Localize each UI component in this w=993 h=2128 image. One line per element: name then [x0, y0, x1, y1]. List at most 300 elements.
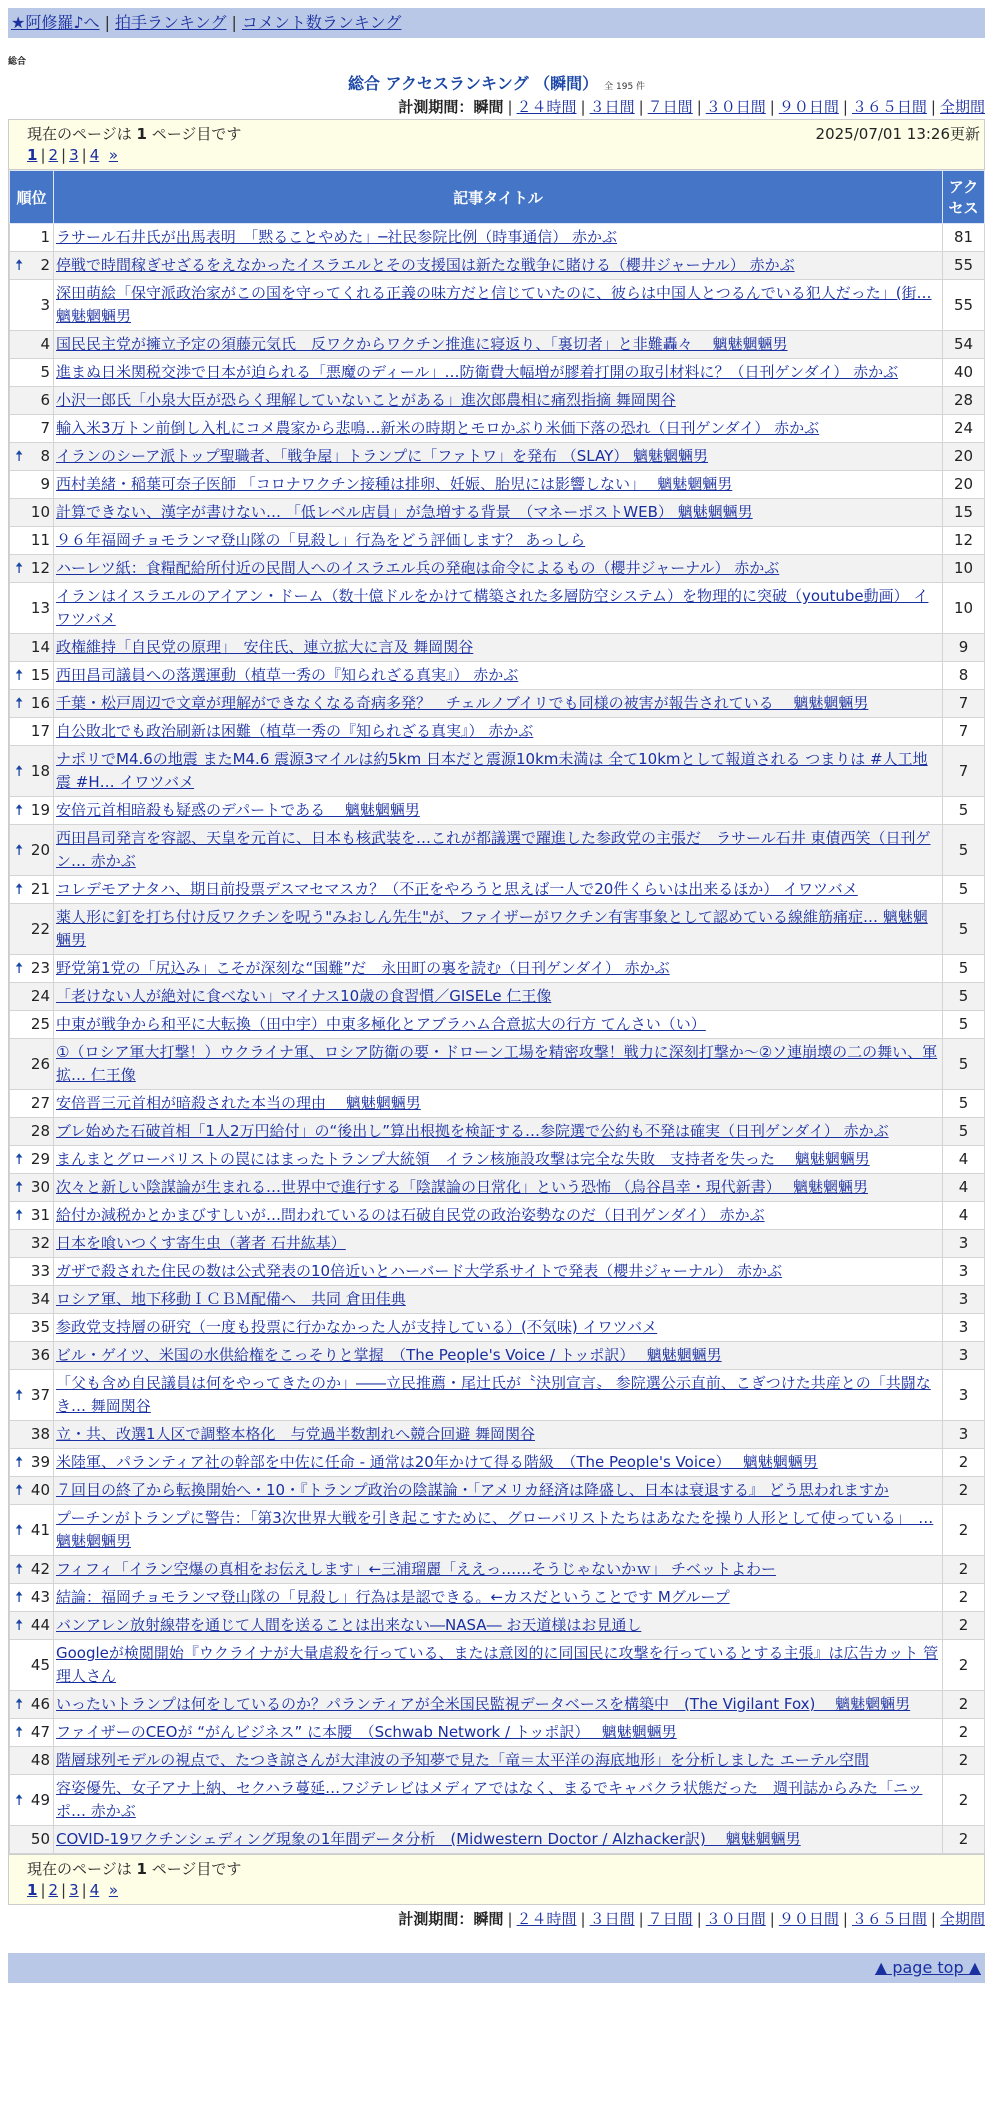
- table-row: [10, 224, 985, 252]
- article-title-link[interactable]: 安倍元首相暗殺も疑惑のデパートである 魑魅魍魎男: [56, 801, 420, 819]
- rank-cell: [10, 797, 54, 825]
- table-row: [10, 1556, 985, 1584]
- page-info-suffix: ページ目です: [151, 1860, 242, 1878]
- access-count: 3: [943, 1314, 985, 1342]
- article-title-link[interactable]: 中東が戦争から和平に大転換（田中宇）中東多極化とアブラハム合意拡大の行方 てんさい（い）: [56, 1015, 706, 1033]
- article-title-link[interactable]: COVID-19ワクチンシェディング現象の1年間データ分析 (Midwestern Doctor / Alzhacker訳) 魑魅魍魎男: [56, 1830, 801, 1848]
- rank-number: 5: [40, 363, 50, 381]
- rank-number: 14: [30, 638, 50, 656]
- access-count: 2: [943, 1826, 985, 1854]
- title-cell: [54, 746, 943, 797]
- rank-number: 21: [30, 880, 50, 898]
- title-cell: [54, 527, 943, 555]
- table-row: [10, 1449, 985, 1477]
- access-count: 7: [943, 690, 985, 718]
- article-title-link[interactable]: 小沢一郎氏「小泉大臣が恐らく理解していないことがある」進次郎農相に痛烈指摘 舞岡関谷: [56, 391, 676, 409]
- access-count: 2: [943, 1719, 985, 1747]
- ranking-title: [0, 73, 993, 95]
- pager-separator: |: [40, 146, 46, 164]
- pager-page-3[interactable]: 3: [69, 1881, 79, 1899]
- title-cell: [54, 499, 943, 527]
- article-title-link[interactable]: 野党第1党の「尻込み」こそが深刻な“国難”だ 永田町の裏を読む（日刊ゲンダイ） 赤かぶ: [56, 959, 670, 977]
- table-row: [10, 527, 985, 555]
- table-row: [10, 1118, 985, 1146]
- access-count: 5: [943, 825, 985, 876]
- table-row: [10, 1421, 985, 1449]
- title-cell: [54, 1174, 943, 1202]
- title-cell: [54, 471, 943, 499]
- table-header-row: [10, 171, 985, 224]
- access-count: 2: [943, 1477, 985, 1505]
- rank-up-arrow-icon: 🠅: [15, 761, 24, 780]
- title-cell: [54, 252, 943, 280]
- rank-number: 2: [40, 256, 50, 274]
- article-title-link[interactable]: 停戦で時間稼ぎせざるをえなかったイスラエルとその支援国は新たな戦争に賭ける（櫻井ジャーナル） 赤かぶ: [56, 256, 795, 274]
- nav-separator: |: [231, 13, 237, 32]
- article-title-link[interactable]: 千葉・松戸周辺で文章が理解ができなくなる奇病多発？ チェルノブイリでも同様の被害が報告されている 魑魅魍魎男: [56, 694, 869, 712]
- rank-number: 38: [30, 1425, 50, 1443]
- article-title-link[interactable]: コレデモアナタハ、期日前投票デスマセマスカ？（不正をやろうと思えば一人で20件くらいは出来るほか） イワツバメ: [56, 880, 858, 898]
- title-cell: [54, 1719, 943, 1747]
- access-count: 8: [943, 662, 985, 690]
- table-row: [10, 718, 985, 746]
- ranking-count: 全 195 件: [604, 82, 646, 92]
- rank-cell: [10, 1477, 54, 1505]
- article-title-link[interactable]: 自公敗北でも政治刷新は困難（植草一秀の『知られざる真実』） 赤かぶ: [56, 722, 534, 740]
- rank-up-arrow-icon: 🠅: [15, 666, 24, 684]
- rank-cell: [10, 1775, 54, 1826]
- rank-cell: [10, 1011, 54, 1039]
- article-title-link[interactable]: 西田昌司発言を容認、天皇を元首に、日本も核武装を…これが都議選で躍進した参政党の主張だ ラサール石井 東債西笑（日刊ゲン… 赤かぶ: [56, 829, 931, 870]
- rank-cell: [10, 690, 54, 718]
- title-header: 記事タイトル: [54, 171, 943, 224]
- article-title-link[interactable]: ①（ロシア軍大打撃！）ウクライナ軍、ロシア防衛の要・ドローン工場を精密攻撃！戦力に深刻打撃か～②ソ連崩壊の二の舞い、軍拡… 仁王像: [56, 1043, 938, 1084]
- period-30d-link[interactable]: ３０日間: [705, 98, 766, 116]
- article-title-link[interactable]: 容姿優先、女子アナ上納、セクハラ蔓延…フジテレビはメディアではなく、まるでキャバクラ状態だった 週刊誌からみた「ニッポ… 赤かぶ: [56, 1779, 923, 1820]
- title-cell: [54, 955, 943, 983]
- table-row: [10, 1477, 985, 1505]
- ranking-container: [8, 119, 985, 1905]
- rank-cell: [10, 224, 54, 252]
- period-label: 計測期間：: [398, 98, 474, 116]
- rank-cell: [10, 1286, 54, 1314]
- title-cell: [54, 331, 943, 359]
- table-row: [10, 662, 985, 690]
- page-top-link[interactable]: ▲ page top ▲: [874, 1958, 981, 1977]
- rank-up-arrow-icon: 🠅: [15, 1481, 24, 1499]
- rank-cell: [10, 1146, 54, 1174]
- article-title-link[interactable]: 進まぬ日米関税交渉で日本が迫られる「悪魔のディール」…防衛費大幅増が膠着打開の取引材料に？（日刊ゲンダイ） 赤かぶ: [56, 363, 899, 381]
- access-header: アクセス: [943, 171, 985, 224]
- table-row: [10, 1314, 985, 1342]
- rank-number: 9: [40, 475, 50, 493]
- applause-ranking-link[interactable]: 拍手ランキング: [114, 13, 227, 32]
- article-title-link[interactable]: ラサール石井氏が出馬表明 「黙ることやめた」─社民参院比例（時事通信） 赤かぶ: [56, 228, 618, 246]
- rank-cell: [10, 471, 54, 499]
- table-row: [10, 583, 985, 634]
- article-title-link[interactable]: 次々と新しい陰謀論が生まれる…世界中で進行する「陰謀論の日常化」という恐怖 （烏谷昌幸・現代新書） 魑魅魍魎男: [56, 1178, 869, 1196]
- table-row: [10, 825, 985, 876]
- article-title-link[interactable]: 深田萌絵「保守派政治家がこの国を守ってくれる正義の味方だと信じていたのに、彼らは中国人とつるんでいる犯人だった」(街… 魑魅魍魎男: [56, 284, 932, 325]
- rank-number: 15: [30, 666, 50, 684]
- comment-ranking-link[interactable]: コメント数ランキング: [241, 13, 402, 32]
- article-title-link[interactable]: バンアレン放射線帯を通じて人間を送ることは出来ない―NASA― お天道様はお見通し: [56, 1616, 642, 1634]
- rank-cell: [10, 1230, 54, 1258]
- rank-cell: [10, 1747, 54, 1775]
- article-title-link[interactable]: 薬人形に釘を打ち付け反ワクチンを呪う"みおしん先生"が、ファイザーがワクチン有害事象として認めている線維筋痛症… 魑魅魍魎男: [56, 908, 928, 949]
- rank-number: 16: [30, 694, 50, 712]
- rank-cell: [10, 904, 54, 955]
- rank-cell: [10, 1584, 54, 1612]
- rank-cell: [10, 1314, 54, 1342]
- article-title-link[interactable]: フィフィ「イラン空爆の真相をお伝えします」←三浦瑠麗「ええっ……そうじゃないかｗ」 チベットよわー: [56, 1560, 776, 1578]
- table-row: [10, 252, 985, 280]
- pager-page-4[interactable]: 4: [89, 1881, 100, 1899]
- page-info-number: 1: [136, 1860, 147, 1878]
- title-cell: [54, 1258, 943, 1286]
- rank-number: 30: [30, 1178, 50, 1196]
- table-row: [10, 1505, 985, 1556]
- rank-cell: [10, 1090, 54, 1118]
- period-label: 計測期間：: [398, 1910, 474, 1928]
- table-row: [10, 1039, 985, 1090]
- pager-separator: |: [61, 146, 67, 164]
- article-title-link[interactable]: ガザで殺された住民の数は公式発表の10倍近いとハーバード大学系サイトで発表（櫻井ジャーナル） 赤かぶ: [56, 1262, 783, 1280]
- title-cell: [54, 1477, 943, 1505]
- rank-up-arrow-icon: 🠅: [15, 1178, 24, 1196]
- pager-separator: |: [40, 1881, 46, 1899]
- period-90d-link[interactable]: ９０日間: [778, 1910, 839, 1928]
- pager-top: [27, 146, 966, 164]
- title-cell: [54, 1640, 943, 1691]
- period-7d-link[interactable]: ７日間: [647, 1910, 693, 1928]
- rank-cell: [10, 634, 54, 662]
- access-count: 3: [943, 1370, 985, 1421]
- access-count: 55: [943, 280, 985, 331]
- rank-cell: [10, 555, 54, 583]
- rank-number: 34: [30, 1290, 50, 1308]
- table-row: [10, 1090, 985, 1118]
- current-page-text: [27, 1858, 966, 1879]
- period-30d-link[interactable]: ３０日間: [705, 1910, 766, 1928]
- period-3d-link[interactable]: ３日間: [589, 1910, 635, 1928]
- rank-number: 42: [30, 1560, 50, 1578]
- access-count: 2: [943, 1449, 985, 1477]
- access-count: 4: [943, 1146, 985, 1174]
- table-row: [10, 1640, 985, 1691]
- rank-up-arrow-icon: 🠅: [15, 801, 24, 819]
- period-90d-link[interactable]: ９０日間: [778, 98, 839, 116]
- access-count: 2: [943, 1691, 985, 1719]
- rank-cell: [10, 443, 54, 471]
- pager-page-4[interactable]: 4: [89, 146, 100, 164]
- table-row: [10, 415, 985, 443]
- table-row: [10, 1691, 985, 1719]
- access-count: 10: [943, 583, 985, 634]
- article-title-link[interactable]: 輸入米3万トン前倒し入札にコメ農家から悲鳴…新米の時期とモロかぶり米価下落の恐れ（日刊ゲンダイ） 赤かぶ: [56, 419, 820, 437]
- pager-next[interactable]: »: [108, 146, 118, 164]
- period-separator: |: [769, 1910, 775, 1928]
- rank-number: 28: [30, 1122, 50, 1140]
- access-count: 5: [943, 797, 985, 825]
- table-row: [10, 280, 985, 331]
- rank-number: 8: [40, 447, 50, 465]
- access-count: 81: [943, 224, 985, 252]
- rank-number: 39: [30, 1453, 50, 1471]
- article-title-link[interactable]: 西村美緒・稲葉可奈子医師 「コロナワクチン接種は排卵、妊娠、胎児には影響しない」 魑魅魍魎男: [56, 475, 733, 493]
- access-count: 10: [943, 555, 985, 583]
- rank-cell: [10, 583, 54, 634]
- table-row: [10, 1011, 985, 1039]
- rank-cell: [10, 662, 54, 690]
- rank-cell: [10, 718, 54, 746]
- article-title-link[interactable]: ９６年福岡チョモランマ登山隊の「見殺し」行為をどう評価します？ あっしら: [56, 531, 586, 549]
- rank-cell: [10, 1421, 54, 1449]
- rank-number: 1: [40, 228, 50, 246]
- article-title-link[interactable]: 国民民主党が擁立予定の須藤元気氏 反ワクからワクチン推進に寝返り、「裏切者」と非難轟々 魑魅魍魎男: [56, 335, 788, 353]
- rank-up-arrow-icon: 🠅: [15, 559, 24, 577]
- access-count: 55: [943, 252, 985, 280]
- access-count: 20: [943, 471, 985, 499]
- pager-next[interactable]: »: [108, 1881, 118, 1899]
- rank-header: 順位: [10, 171, 54, 224]
- rank-number: 32: [30, 1234, 50, 1252]
- article-title-link[interactable]: ブレ始めた石破首相「1人2万円給付」の“後出し”算出根拠を検証する…参院選で公約も不発は確実（日刊ゲンダイ） 赤かぶ: [56, 1122, 889, 1140]
- article-title-link[interactable]: 「父も含め自民議員は何をやってきたのか」――立民推薦・尾辻氏が〝決別宣言〟 参院選公示直前、こぎつけた共産との「共闘なき… 舞岡関谷: [56, 1374, 931, 1415]
- rank-cell: [10, 1370, 54, 1421]
- article-title-link[interactable]: 米陸軍、パランティア社の幹部を中佐に任命 - 通常は20年かけて得る階級 （The People's Voice） 魑魅魍魎男: [56, 1453, 818, 1471]
- rank-cell: [10, 876, 54, 904]
- title-cell: [54, 797, 943, 825]
- nav-separator: |: [104, 13, 110, 32]
- table-row: [10, 983, 985, 1011]
- access-count: 4: [943, 1202, 985, 1230]
- period-separator: |: [696, 1910, 702, 1928]
- rank-cell: [10, 1449, 54, 1477]
- title-cell: [54, 1230, 943, 1258]
- rank-cell: [10, 1640, 54, 1691]
- rank-number: 19: [30, 801, 50, 819]
- rank-up-arrow-icon: 🠅: [15, 1588, 24, 1606]
- period-current: 瞬間: [473, 98, 504, 116]
- access-count: 9: [943, 634, 985, 662]
- period-separator: |: [930, 98, 936, 116]
- title-cell: [54, 1556, 943, 1584]
- article-title-link[interactable]: まんまとグローバリストの罠にはまったトランプ大統領 イラン核施設攻撃は完全な失敗 支持者を失った 魑魅魍魎男: [56, 1150, 870, 1168]
- period-all-link[interactable]: 全期間: [939, 1910, 985, 1928]
- rank-number: 6: [40, 391, 50, 409]
- table-row: [10, 1230, 985, 1258]
- period-selector-top: [0, 95, 985, 119]
- article-title-link[interactable]: 西田昌司議員への落選運動（植草一秀の『知られざる真実』） 赤かぶ: [56, 666, 519, 684]
- article-title-link[interactable]: イランはイスラエルのアイアン・ドーム（数十億ドルをかけて構築された多層防空システム）を物理的に突破（youtube動画） イワツバメ: [56, 587, 929, 628]
- rank-cell: [10, 1556, 54, 1584]
- rank-cell: [10, 1039, 54, 1090]
- rank-cell: [10, 1691, 54, 1719]
- access-count: 5: [943, 983, 985, 1011]
- title-cell: [54, 443, 943, 471]
- title-cell: [54, 1612, 943, 1640]
- title-cell: [54, 387, 943, 415]
- rank-up-arrow-icon: 🠅: [15, 1616, 24, 1634]
- rank-number: 33: [30, 1262, 50, 1280]
- title-cell: [54, 1826, 943, 1854]
- access-count: 24: [943, 415, 985, 443]
- table-row: [10, 634, 985, 662]
- period-all-link[interactable]: 全期間: [939, 98, 985, 116]
- rank-number: 11: [30, 531, 50, 549]
- article-title-link[interactable]: ７回目の終了から転換開始へ・10・『トランプ政治の陰謀論・「アメリカ経済は降盛し、日本は衰退する』 どう思われますか: [56, 1481, 889, 1499]
- article-title-link[interactable]: いったいトランプは何をしているのか？パランティアが全米国民監視データベースを構築中 (The Vigilant Fox) 魑魅魍魎男: [56, 1695, 911, 1713]
- article-title-link[interactable]: プーチンがトランプに警告：「第3次世界大戦を引き起こすために、グローバリストたちはあなたを操り人形として使っている」 … 魑魅魍魎男: [56, 1509, 934, 1550]
- page-info-top: [9, 120, 984, 170]
- title-cell: [54, 983, 943, 1011]
- rank-up-arrow-icon: 🠅: [15, 1723, 24, 1741]
- access-count: 5: [943, 904, 985, 955]
- table-row: [10, 955, 985, 983]
- table-row: [10, 1775, 985, 1826]
- table-row: [10, 499, 985, 527]
- period-separator: |: [842, 98, 848, 116]
- rank-number: 47: [30, 1723, 50, 1741]
- article-title-link[interactable]: ビル・ゲイツ、米国の水供給権をこっそりと掌握 （The People's Voice / トッポ訳） 魑魅魍魎男: [56, 1346, 722, 1364]
- article-title-link[interactable]: ファイザーのCEOが “がんビジネス” に本腰 （Schwab Network / トッポ訳） 魑魅魍魎男: [56, 1723, 677, 1741]
- rank-cell: [10, 387, 54, 415]
- title-cell: [54, 1370, 943, 1421]
- rank-number: 35: [30, 1318, 50, 1336]
- period-separator: |: [580, 98, 586, 116]
- access-count: 5: [943, 1090, 985, 1118]
- article-title-link[interactable]: 日本を喰いつくす寄生虫（著者 石井紘基）: [56, 1234, 346, 1252]
- access-count: 2: [943, 1775, 985, 1826]
- title-cell: [54, 359, 943, 387]
- article-title-link[interactable]: 立・共、改選1人区で調整本格化 与党過半数割れへ競合回避 舞岡関谷: [56, 1425, 536, 1443]
- rank-cell: [10, 983, 54, 1011]
- title-cell: [54, 1449, 943, 1477]
- title-cell: [54, 1146, 943, 1174]
- access-count: 5: [943, 955, 985, 983]
- article-title-link[interactable]: ロシア軍、地下移動ＩＣＢＭ配備へ 共同 倉田佳典: [56, 1290, 406, 1308]
- rank-number: 26: [30, 1054, 50, 1073]
- rank-number: 4: [40, 335, 50, 353]
- title-cell: [54, 662, 943, 690]
- title-cell: [54, 718, 943, 746]
- rank-number: 37: [30, 1385, 50, 1404]
- rank-number: 24: [30, 987, 50, 1005]
- title-cell: [54, 1505, 943, 1556]
- title-cell: [54, 1011, 943, 1039]
- top-navigation: [8, 8, 985, 38]
- rank-cell: [10, 1258, 54, 1286]
- rank-number: 20: [30, 840, 50, 859]
- rank-cell: [10, 527, 54, 555]
- rank-up-arrow-icon: 🠅: [15, 447, 24, 465]
- period-7d-link[interactable]: ７日間: [647, 98, 693, 116]
- title-cell: [54, 1691, 943, 1719]
- table-row: [10, 904, 985, 955]
- table-row: [10, 690, 985, 718]
- table-row: [10, 1258, 985, 1286]
- home-link[interactable]: ★阿修羅♪へ: [11, 13, 100, 32]
- article-title-link[interactable]: ハーレツ紙：食糧配給所付近の民間人へのイスラエル兵の発砲は命令によるもの（櫻井ジャーナル） 赤かぶ: [56, 559, 780, 577]
- article-title-link[interactable]: 計算できない、漢字が書けない… 「低レベル店員」が急増する背景 （マネーポストWEB） 魑魅魍魎男: [56, 503, 753, 521]
- rank-number: 27: [30, 1094, 50, 1112]
- period-3d-link[interactable]: ３日間: [589, 98, 635, 116]
- article-title-link[interactable]: 「老けない人が絶対に食べない」マイナス10歳の食習慣／GISELe 仁王像: [56, 987, 552, 1005]
- access-count: 40: [943, 359, 985, 387]
- pager-page-2[interactable]: 2: [48, 1881, 59, 1899]
- access-count: 7: [943, 718, 985, 746]
- period-365d-link[interactable]: ３６５日間: [851, 1910, 927, 1928]
- table-row: [10, 1286, 985, 1314]
- article-title-link[interactable]: Googleが検閲開始『ウクライナが大量虐殺を行っている、または意図的に同国民に攻撃を行っているとする主張』は広告カット 管理人さん: [56, 1644, 939, 1685]
- table-row: [10, 1342, 985, 1370]
- table-row: [10, 1826, 985, 1854]
- category-label: 総合: [8, 57, 27, 67]
- access-count: 12: [943, 527, 985, 555]
- title-cell: [54, 904, 943, 955]
- rank-cell: [10, 1826, 54, 1854]
- updated-timestamp: 2025/07/01 13:26更新: [815, 125, 980, 143]
- article-title-link[interactable]: イランのシーア派トップ聖職者、「戦争屋」トランプに「ファトワ」を発布 （SLAY） 魑魅魍魎男: [56, 447, 709, 465]
- rank-up-arrow-icon: 🠅: [15, 1520, 24, 1539]
- period-365d-link[interactable]: ３６５日間: [851, 98, 927, 116]
- rank-number: 36: [30, 1346, 50, 1364]
- title-cell: [54, 1314, 943, 1342]
- article-title-link[interactable]: 参政党支持層の研究（一度も投票に行かなかった人が支持している）(不気味) イワツバメ: [56, 1318, 658, 1336]
- period-separator: |: [696, 98, 702, 116]
- article-title-link[interactable]: 安倍晋三元首相が暗殺された本当の理由 魑魅魍魎男: [56, 1094, 421, 1112]
- rank-number: 49: [30, 1790, 50, 1809]
- pager-page-current[interactable]: 1: [27, 1881, 38, 1899]
- ranking-table: [9, 170, 985, 1854]
- article-title-link[interactable]: 給付か減税かとかまびすしいが…問われているのは石破自民党の政治姿勢なのだ（日刊ゲンダイ） 赤かぶ: [56, 1206, 765, 1224]
- pager-page-current[interactable]: 1: [27, 146, 38, 164]
- pager-page-3[interactable]: 3: [69, 146, 79, 164]
- rank-cell: [10, 1174, 54, 1202]
- article-title-link[interactable]: 階層球列モデルの視点で、たつき諒さんが大津波の予知夢で見た「竜＝太平洋の海底地形」を分析しました エーテル空間: [56, 1751, 869, 1769]
- rank-cell: [10, 746, 54, 797]
- rank-number: 48: [30, 1751, 50, 1769]
- title-cell: [54, 1421, 943, 1449]
- article-title-link[interactable]: 政権維持「自民党の原理」 安住氏、連立拡大に言及 舞岡関谷: [56, 638, 474, 656]
- rank-cell: [10, 280, 54, 331]
- pager-separator: |: [81, 146, 87, 164]
- table-row: [10, 876, 985, 904]
- period-separator: |: [842, 1910, 848, 1928]
- rank-cell: [10, 1719, 54, 1747]
- period-24h-link[interactable]: ２４時間: [516, 1910, 577, 1928]
- page-info-prefix: 現在のページは: [27, 1860, 132, 1878]
- rank-up-arrow-icon: 🠅: [15, 840, 24, 859]
- access-count: 2: [943, 1584, 985, 1612]
- pager-page-2[interactable]: 2: [48, 146, 59, 164]
- title-cell: [54, 1342, 943, 1370]
- title-cell: [54, 825, 943, 876]
- article-title-link[interactable]: ナポリでM4.6の地震 またM4.6 震源3マイルは約5km 日本だと震源10km未満は 全て10kmとして報道される つまりは #人工地震 #H… イワツバメ: [56, 750, 928, 791]
- table-row: [10, 797, 985, 825]
- rank-up-arrow-icon: 🠅: [15, 1150, 24, 1168]
- rank-number: 13: [30, 598, 50, 617]
- rank-number: 40: [30, 1481, 50, 1499]
- article-title-link[interactable]: 結論：福岡チョモランマ登山隊の「見殺し」行為は是認できる。←カスだということです Mグループ: [56, 1588, 730, 1606]
- rank-up-arrow-icon: 🠅: [15, 1385, 24, 1404]
- period-24h-link[interactable]: ２４時間: [516, 98, 577, 116]
- title-cell: [54, 280, 943, 331]
- rank-number: 22: [30, 919, 50, 938]
- ranking-title-text: 総合 アクセスランキング （瞬間）: [347, 74, 599, 93]
- table-row: [10, 1370, 985, 1421]
